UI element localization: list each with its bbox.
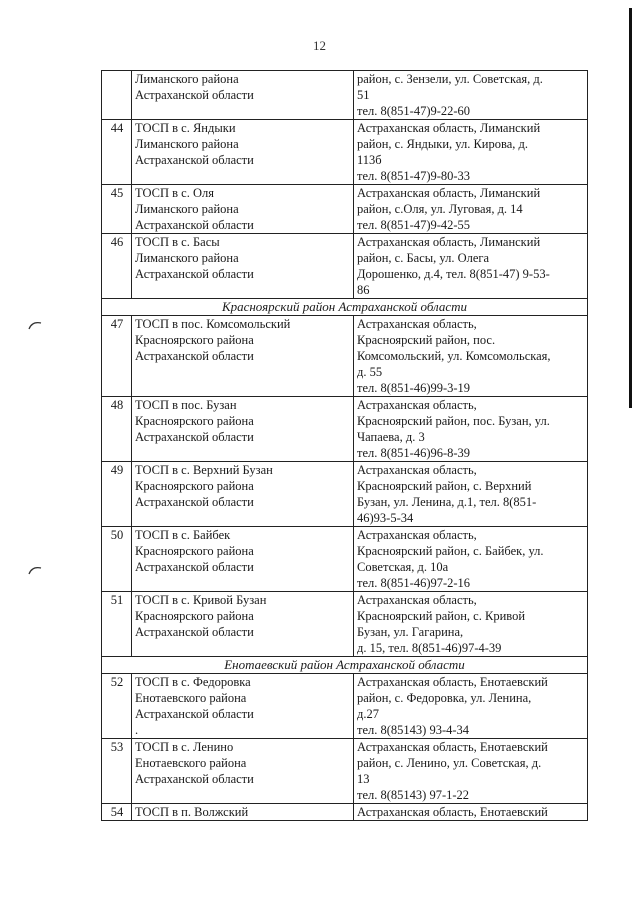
office-address: Астраханская область, Красноярский район, пос. Бузан, ул. Чапаева, д. 3 тел. 8(851-46)96-8-39 xyxy=(354,397,588,462)
row-number: 53 xyxy=(102,739,132,804)
office-address: Астраханская область, Красноярский район, пос. Комсомольский, ул. Комсомольская, д. 55 тел. 8(851-46)99-3-19 xyxy=(354,316,588,397)
table-row xyxy=(102,185,588,234)
row-number: 45 xyxy=(102,185,132,234)
office-name: ТОСП в с. Яндыки Лиманского района Астраханской области xyxy=(132,120,354,185)
office-address: Астраханская область, Енотаевский xyxy=(354,804,588,821)
office-name: Лиманского района Астраханской области xyxy=(132,71,354,120)
office-name: ТОСП в пос. Бузан Красноярского района Астраханской области xyxy=(132,397,354,462)
scan-edge-bar xyxy=(629,8,632,408)
row-number: 49 xyxy=(102,462,132,527)
row-number xyxy=(102,71,132,120)
row-number: 51 xyxy=(102,592,132,657)
office-name: ТОСП в пос. Комсомольский Красноярского района Астраханской области xyxy=(132,316,354,397)
office-name: ТОСП в с. Кривой Бузан Красноярского района Астраханской области xyxy=(132,592,354,657)
office-name: ТОСП в с. Ленино Енотаевского района Астраханской области xyxy=(132,739,354,804)
table-row xyxy=(102,739,588,804)
table-row xyxy=(102,592,588,657)
row-number: 46 xyxy=(102,234,132,299)
row-number: 47 xyxy=(102,316,132,397)
office-address: Астраханская область, Енотаевский район, с. Федоровка, ул. Ленина, д.27 тел. 8(85143) 93-4-34 xyxy=(354,674,588,739)
offices-table xyxy=(101,70,588,821)
page-number: 12 xyxy=(313,38,326,53)
office-name: ТОСП в с. Федоровка Енотаевского района Астраханской области . xyxy=(132,674,354,739)
table-row xyxy=(102,71,588,120)
office-address: Астраханская область, Красноярский район, с. Байбек, ул. Советская, д. 10а тел. 8(851-46)97-2-16 xyxy=(354,527,588,592)
office-name: ТОСП в с. Басы Лиманского района Астраханской области xyxy=(132,234,354,299)
office-address: Астраханская область, Лиманский район, с. Яндыки, ул. Кирова, д. 113б тел. 8(851-47)9-80-33 xyxy=(354,120,588,185)
row-number: 48 xyxy=(102,397,132,462)
table-row xyxy=(102,804,588,821)
table-row xyxy=(102,120,588,185)
section-heading-row xyxy=(102,657,588,674)
row-number: 52 xyxy=(102,674,132,739)
office-address: Астраханская область, Лиманский район, с. Басы, ул. Олега Дорошенко, д.4, тел. 8(851-47) 9-53- 86 xyxy=(354,234,588,299)
office-address: Астраханская область, Красноярский район, с. Верхний Бузан, ул. Ленина, д.1, тел. 8(851- 46)93-5-34 xyxy=(354,462,588,527)
section-heading: Красноярский район Астраханской области xyxy=(102,299,588,316)
margin-pen-mark xyxy=(28,565,42,575)
row-number: 54 xyxy=(102,804,132,821)
table-row xyxy=(102,316,588,397)
table-row xyxy=(102,397,588,462)
office-address: район, с. Зензели, ул. Советская, д. 51 тел. 8(851-47)9-22-60 xyxy=(354,71,588,120)
office-address: Астраханская область, Лиманский район, с.Оля, ул. Луговая, д. 14 тел. 8(851-47)9-42-55 xyxy=(354,185,588,234)
table-row xyxy=(102,234,588,299)
office-name: ТОСП в с. Оля Лиманского района Астраханской области xyxy=(132,185,354,234)
office-name: ТОСП в с. Верхний Бузан Красноярского района Астраханской области xyxy=(132,462,354,527)
row-number: 50 xyxy=(102,527,132,592)
table-row xyxy=(102,674,588,739)
row-number: 44 xyxy=(102,120,132,185)
table-row xyxy=(102,462,588,527)
section-heading: Енотаевский район Астраханской области xyxy=(102,657,588,674)
margin-pen-mark xyxy=(28,320,42,330)
table-row xyxy=(102,527,588,592)
section-heading-row xyxy=(102,299,588,316)
office-address: Астраханская область, Красноярский район, с. Кривой Бузан, ул. Гагарина, д. 15, тел. 8(851-46)97-4-39 xyxy=(354,592,588,657)
office-name: ТОСП в с. Байбек Красноярского района Астраханской области xyxy=(132,527,354,592)
office-name: ТОСП в п. Волжский xyxy=(132,804,354,821)
office-address: Астраханская область, Енотаевский район, с. Ленино, ул. Советская, д. 13 тел. 8(85143) 97-1-22 xyxy=(354,739,588,804)
